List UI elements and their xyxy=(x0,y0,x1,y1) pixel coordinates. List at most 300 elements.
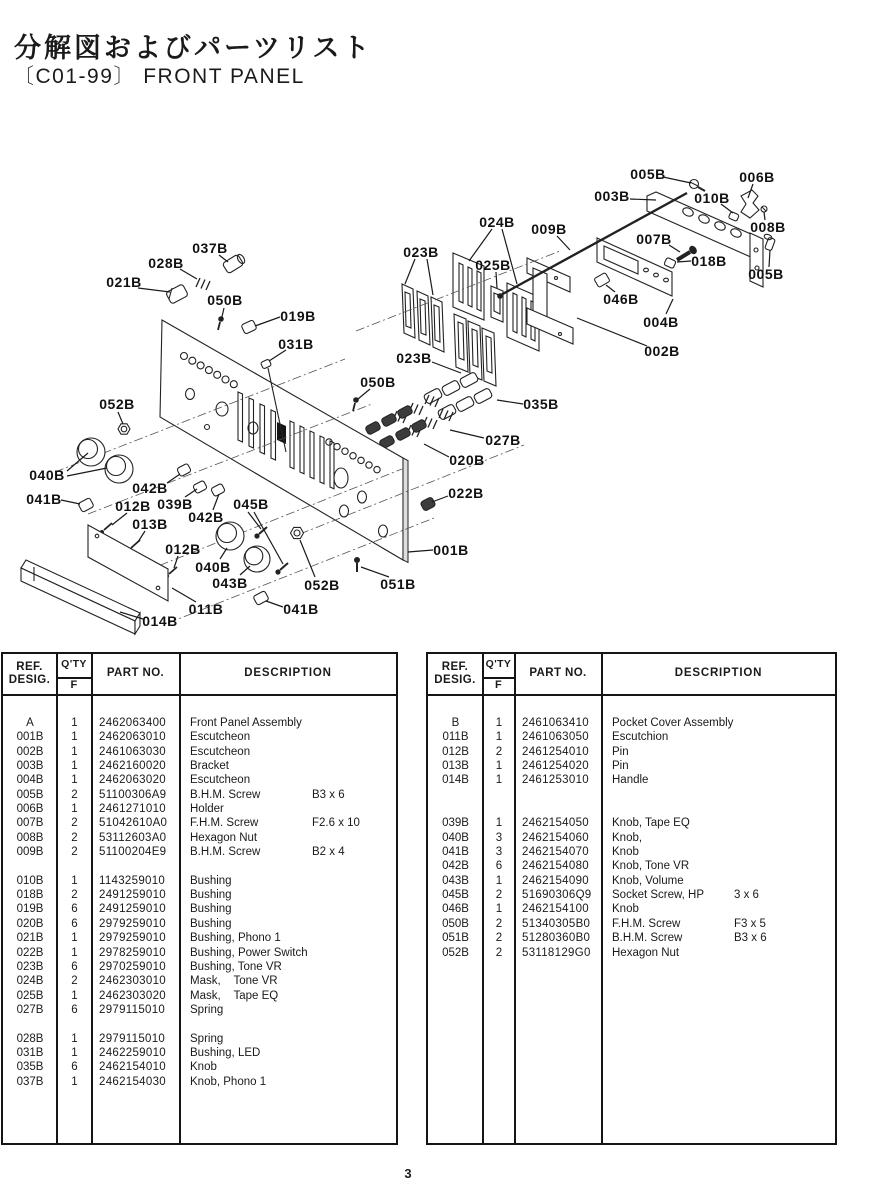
cell-qty: 3 xyxy=(495,846,503,859)
leader-line xyxy=(138,531,145,542)
cell-qty: 6 xyxy=(71,1061,78,1074)
cell-ref xyxy=(3,859,57,873)
part-label: 039B xyxy=(157,496,193,512)
cell-part: 2461063050 xyxy=(522,731,589,744)
header-part-no: PART NO. xyxy=(529,667,587,679)
leader-line xyxy=(138,288,170,292)
cell-qty: 3 xyxy=(495,831,503,844)
header-qty: Q'TY xyxy=(61,658,87,670)
table-row-blank xyxy=(3,859,396,873)
table-row xyxy=(428,730,835,744)
cell-desc: Front Panel Assembly xyxy=(190,717,302,729)
table-row xyxy=(428,902,835,916)
cell-part: 2462154050 xyxy=(522,817,589,830)
part-label: 005B xyxy=(748,266,784,282)
part-label: 013B xyxy=(132,516,168,532)
cell-qty: 2 xyxy=(71,975,78,988)
cell-ref: 037B xyxy=(16,1075,44,1088)
cell-desc xyxy=(180,1017,396,1031)
table-row-blank xyxy=(428,802,835,816)
cell-part: 2979115010 xyxy=(99,1003,166,1016)
table-row xyxy=(3,989,396,1003)
cell-part: 2462303010 xyxy=(99,975,166,988)
cell-ref: B xyxy=(451,717,460,729)
cell-desc: Hexagon Nut xyxy=(190,831,258,844)
table-row xyxy=(3,974,396,988)
table-row xyxy=(3,874,396,888)
cell-desc xyxy=(602,802,835,816)
cell-desc: Bushing xyxy=(190,889,232,902)
cell-ref: 035B xyxy=(16,1061,44,1074)
cell-part: 53112603A0 xyxy=(99,831,167,844)
spring-028B xyxy=(196,278,210,290)
leader-line xyxy=(432,496,448,502)
knob-046B xyxy=(594,272,610,287)
parts-table-body-right xyxy=(428,696,835,1143)
cell-part: 2462154090 xyxy=(522,874,589,887)
cell-ref xyxy=(3,1017,57,1031)
cell-desc: Knob, Phono 1 xyxy=(190,1075,267,1088)
cell-ref: 051B xyxy=(442,932,469,945)
cell-part: 51100306A9 xyxy=(99,788,167,801)
leader-line xyxy=(424,444,449,457)
nut-052B-left xyxy=(118,424,130,434)
cell-desc: F.H.M. Screw F3 x 5 xyxy=(612,917,766,930)
page-title: 分解図およびパーツリスト xyxy=(14,33,373,65)
leader-line xyxy=(167,474,180,483)
cell-desc: Knob xyxy=(190,1061,217,1074)
leader-line xyxy=(220,548,227,559)
table-row xyxy=(428,874,835,888)
part-label: 050B xyxy=(360,374,396,390)
table-row xyxy=(428,759,835,773)
cell-ref: 040B xyxy=(442,831,469,844)
knob-041B-left xyxy=(78,498,94,513)
cell-desc xyxy=(602,788,835,802)
table-header xyxy=(428,654,835,694)
cell-size: B3 x 6 xyxy=(312,788,345,801)
leader-line xyxy=(577,318,647,346)
cell-desc: Holder xyxy=(190,803,224,816)
cell-desc: Knob xyxy=(612,903,639,916)
cell-qty: 2 xyxy=(71,889,78,902)
cell-qty: 2 xyxy=(495,932,503,945)
cell-part: 2461063030 xyxy=(99,745,166,758)
part-label: 041B xyxy=(26,491,62,507)
cell-desc: Bushing, Phono 1 xyxy=(190,932,281,945)
cell-part: 2979259010 xyxy=(99,917,166,930)
cell-part: 2970259010 xyxy=(99,960,166,973)
nut-052B-center xyxy=(291,527,304,538)
cell-qty: 1 xyxy=(495,731,503,744)
part-label: 022B xyxy=(448,485,484,501)
cell-ref: 010B xyxy=(16,874,44,887)
leader-line xyxy=(358,389,370,399)
header-part-no: PART NO. xyxy=(106,667,165,679)
leader-line xyxy=(61,500,80,504)
header-ref: REF. DESIG. xyxy=(434,661,476,686)
part-label: 021B xyxy=(106,274,142,290)
cell-ref: 052B xyxy=(442,946,469,959)
part-label: 018B xyxy=(691,253,727,269)
table-row xyxy=(3,946,396,960)
cell-qty xyxy=(483,788,515,802)
leader-line xyxy=(174,556,178,568)
cell-desc: Socket Screw, HP 3 x 6 xyxy=(612,889,759,902)
table-row xyxy=(3,788,396,802)
cell-ref: 011B xyxy=(442,731,469,744)
bushing-019B xyxy=(241,320,257,335)
table-row xyxy=(428,831,835,845)
cell-ref: 043B xyxy=(442,874,469,887)
cell-desc: Escutcheon xyxy=(190,774,251,787)
cell-ref: 008B xyxy=(16,831,44,844)
cell-ref: 005B xyxy=(16,788,44,801)
part-label: 001B xyxy=(433,542,469,558)
cell-desc: Bushing xyxy=(190,903,232,916)
table-row xyxy=(3,716,396,730)
cell-part: 2979259010 xyxy=(99,932,166,945)
cell-qty: 1 xyxy=(71,932,78,945)
cell-desc: Escutcheon xyxy=(190,745,251,758)
cell-part: 2461254010 xyxy=(522,745,589,758)
cell-desc: Knob xyxy=(612,846,639,859)
cell-size: B2 x 4 xyxy=(312,846,345,859)
holder-006B xyxy=(741,190,759,218)
escutcheon-011B xyxy=(88,525,168,601)
table-row xyxy=(428,931,835,945)
part-label: 024B xyxy=(479,214,515,230)
mask-strips-upper-023B xyxy=(402,284,444,352)
cell-part: 51340305B0 xyxy=(522,917,591,930)
page-number: 3 xyxy=(404,1166,412,1181)
cell-part: 2462259010 xyxy=(99,1046,166,1059)
part-label: 043B xyxy=(212,575,248,591)
cell-desc: Knob, xyxy=(612,831,643,844)
part-label: 040B xyxy=(195,559,231,575)
cell-ref: 050B xyxy=(442,917,469,930)
cell-part: 1143259010 xyxy=(99,874,166,887)
table-row xyxy=(428,859,835,873)
cell-qty: 2 xyxy=(495,889,503,902)
leader-line xyxy=(67,468,107,476)
leader-line xyxy=(557,236,570,250)
cell-ref: 006B xyxy=(16,803,44,816)
table-row xyxy=(428,716,835,730)
cell-ref: 028B xyxy=(16,1032,44,1045)
cell-desc: Knob, Volume xyxy=(612,874,684,887)
cell-part: 53118129G0 xyxy=(522,946,591,959)
table-row xyxy=(3,1075,396,1089)
cell-desc: Pin xyxy=(612,745,629,758)
cell-desc: B.H.M. Screw B3 x 6 xyxy=(612,932,767,945)
part-label: 010B xyxy=(694,190,730,206)
cell-part: 2462063010 xyxy=(99,731,166,744)
table-row xyxy=(3,816,396,830)
part-label: 042B xyxy=(188,509,224,525)
cell-desc: Escutchion xyxy=(612,731,669,744)
cell-ref: 014B xyxy=(442,774,469,787)
cell-part: 2978259010 xyxy=(99,946,166,959)
part-label: 023B xyxy=(403,244,439,260)
cell-part: 2462154080 xyxy=(522,860,589,873)
cell-part: 51042610A0 xyxy=(99,817,168,830)
cell-size: F3 x 5 xyxy=(734,917,766,930)
table-row xyxy=(428,816,835,830)
cell-ref: 024B xyxy=(16,975,44,988)
cell-desc: Mask, Tone VR xyxy=(190,975,278,988)
cell-ref: 003B xyxy=(16,760,44,773)
screw-050B-center xyxy=(353,397,359,411)
cell-part: 2462154010 xyxy=(99,1061,166,1074)
cell-ref: 020B xyxy=(16,917,44,930)
cell-ref: 027B xyxy=(16,1003,44,1016)
part-label: 042B xyxy=(132,480,168,496)
part-label: 023B xyxy=(396,350,432,366)
cell-qty: 1 xyxy=(71,946,78,959)
cell-part: 2462154070 xyxy=(522,846,589,859)
cell-qty: 1 xyxy=(495,774,503,787)
cell-qty: 1 xyxy=(495,760,503,773)
cell-qty: 1 xyxy=(71,1075,78,1088)
cell-qty: 1 xyxy=(495,903,503,916)
leader-line xyxy=(240,566,250,575)
table-row xyxy=(428,917,835,931)
cell-desc: B.H.M. Screw B3 x 6 xyxy=(190,788,345,801)
cell-qty xyxy=(57,1017,92,1031)
table-row xyxy=(3,759,396,773)
cell-qty: 1 xyxy=(71,745,78,758)
leader-line xyxy=(497,400,523,404)
part-label: 004B xyxy=(643,314,679,330)
cell-ref: 042B xyxy=(442,860,469,873)
table-row xyxy=(3,888,396,902)
cell-ref: 031B xyxy=(16,1046,44,1059)
leader-line xyxy=(408,550,433,552)
part-label: 031B xyxy=(278,336,314,352)
table-row xyxy=(3,831,396,845)
cell-qty: 2 xyxy=(495,946,503,959)
part-label: 050B xyxy=(207,292,243,308)
part-label: 046B xyxy=(603,291,639,307)
knob-041B-right xyxy=(253,591,269,606)
cell-ref: 001B xyxy=(16,731,44,744)
part-label: 012B xyxy=(165,541,201,557)
table-row xyxy=(428,845,835,859)
header-qty-sub: F xyxy=(70,679,78,691)
part-label: 025B xyxy=(475,257,511,273)
leader-line xyxy=(677,261,691,262)
cell-desc: Bushing, Tone VR xyxy=(190,960,282,973)
cell-desc: Pin xyxy=(612,760,629,773)
cell-desc: Bracket xyxy=(190,760,229,773)
table-row xyxy=(3,745,396,759)
cell-ref: 012B xyxy=(442,745,469,758)
cell-qty: 1 xyxy=(495,817,503,830)
leader-line xyxy=(427,259,433,295)
cell-qty: 1 xyxy=(71,774,78,787)
cell-desc xyxy=(180,859,396,873)
table-row-blank xyxy=(3,1017,396,1031)
part-label: 014B xyxy=(142,613,178,629)
part-label: 028B xyxy=(148,255,184,271)
part-label: 045B xyxy=(233,496,269,512)
table-row xyxy=(3,960,396,974)
cell-desc: Escutcheon xyxy=(190,731,251,744)
cell-part: 2462154060 xyxy=(522,831,589,844)
screw-005B-right xyxy=(763,233,775,250)
cell-desc: Handle xyxy=(612,774,649,787)
cell-part: 2462154030 xyxy=(99,1075,166,1088)
leader-line xyxy=(450,430,484,438)
part-label: 011B xyxy=(188,601,224,617)
part-label: 020B xyxy=(449,452,485,468)
cell-qty: 1 xyxy=(71,803,78,816)
part-label: 040B xyxy=(29,467,65,483)
cell-qty: 1 xyxy=(71,731,78,744)
leader-line xyxy=(666,299,673,314)
leader-line xyxy=(405,259,415,284)
bushing-022B xyxy=(420,497,436,512)
header-ref: REF. DESIG. xyxy=(8,661,51,686)
cell-part: 2462160020 xyxy=(99,760,166,773)
screw-050B-left xyxy=(218,316,224,330)
screw-008B xyxy=(761,206,767,212)
table-row xyxy=(3,931,396,945)
header-qty: Q'TY xyxy=(485,658,512,670)
cell-ref: 045B xyxy=(442,889,469,902)
part-label: 037B xyxy=(192,240,228,256)
small-knobs-042B-039B xyxy=(177,463,226,497)
cell-part: 2462063020 xyxy=(99,774,166,787)
cell-qty: 1 xyxy=(495,874,503,887)
part-label: 002B xyxy=(644,343,680,359)
cell-desc: Bushing xyxy=(190,917,232,930)
cell-qty: 6 xyxy=(71,917,78,930)
leader-line xyxy=(300,540,315,577)
leader-line xyxy=(172,588,196,602)
cell-qty: 2 xyxy=(495,745,503,758)
parts-table-left xyxy=(1,652,398,1145)
cell-qty: 2 xyxy=(71,788,78,801)
cell-desc: Spring xyxy=(190,1003,224,1016)
cell-part: 51690306Q9 xyxy=(522,889,592,902)
cell-size: F2.6 x 10 xyxy=(312,817,360,830)
cell-qty: 1 xyxy=(71,760,78,773)
cell-desc: B.H.M. Screw B2 x 4 xyxy=(190,846,345,859)
cell-ref: 004B xyxy=(16,774,44,787)
table-row xyxy=(428,946,835,960)
cell-ref: 039B xyxy=(442,817,469,830)
leader-line xyxy=(118,412,123,424)
parts-table-body-left xyxy=(3,696,396,1143)
cell-ref: 025B xyxy=(16,989,44,1002)
leader-line xyxy=(255,317,280,326)
cell-ref: 009B xyxy=(16,846,44,859)
cell-part xyxy=(515,802,602,816)
table-row xyxy=(3,845,396,859)
cell-qty: 6 xyxy=(495,860,503,873)
part-label: 035B xyxy=(523,396,559,412)
table-row xyxy=(3,902,396,916)
cell-part xyxy=(92,1017,180,1031)
cell-desc: Bushing, Power Switch xyxy=(190,946,308,959)
cell-part: 2461063410 xyxy=(522,717,589,729)
cell-qty: 1 xyxy=(71,1046,78,1059)
cell-part: 2462303020 xyxy=(99,989,166,1002)
cell-part: 2491259010 xyxy=(99,889,166,902)
cell-desc: F.H.M. Screw F2.6 x 10 xyxy=(190,817,360,830)
header-description: DESCRIPTION xyxy=(674,667,763,679)
cell-ref: 018B xyxy=(16,889,44,902)
knob-040B-volume xyxy=(216,522,244,550)
cell-ref: 046B xyxy=(442,903,469,916)
part-label: 051B xyxy=(380,576,416,592)
leader-line xyxy=(266,601,283,607)
table-row xyxy=(3,1003,396,1017)
cell-desc: Knob, Tone VR xyxy=(612,860,690,873)
cell-ref: 022B xyxy=(16,946,44,959)
screw-051B xyxy=(354,557,360,572)
cell-desc: Mask, Tape EQ xyxy=(190,989,279,1002)
cell-ref xyxy=(428,788,483,802)
parts-table-right xyxy=(426,652,837,1145)
part-label: 019B xyxy=(280,308,316,324)
cell-qty: 2 xyxy=(71,817,78,830)
table-row xyxy=(3,730,396,744)
part-label: 052B xyxy=(304,577,340,593)
cell-desc: Knob, Tape EQ xyxy=(612,817,690,830)
part-label: 006B xyxy=(739,169,775,185)
cell-qty: 1 xyxy=(71,717,78,729)
part-label: 003B xyxy=(594,188,630,204)
cell-part: 51100204E9 xyxy=(99,846,167,859)
cell-ref: 021B xyxy=(16,932,44,945)
part-label: 027B xyxy=(485,432,521,448)
leader-line xyxy=(663,177,691,183)
cell-part: 2491259010 xyxy=(99,903,166,916)
cell-part: 2461253010 xyxy=(522,774,589,787)
cell-part: 2462154100 xyxy=(522,903,589,916)
cell-desc: Hexagon Nut xyxy=(612,946,680,959)
cell-desc: Pocket Cover Assembly xyxy=(612,717,734,729)
cell-desc: Bushing, LED xyxy=(190,1046,261,1059)
cell-ref: 007B xyxy=(16,817,44,830)
cell-qty: 6 xyxy=(71,903,78,916)
table-row-blank xyxy=(428,788,835,802)
cell-desc: Bushing xyxy=(190,874,232,887)
bushing-021B xyxy=(166,284,189,304)
table-row xyxy=(428,888,835,902)
table-row xyxy=(3,1032,396,1046)
cell-ref: 041B xyxy=(442,846,469,859)
cell-qty: 1 xyxy=(71,1032,78,1045)
table-row xyxy=(428,773,835,787)
cell-ref xyxy=(428,802,483,816)
table-row xyxy=(3,1046,396,1060)
table-header xyxy=(3,654,396,694)
mask-strip-025B xyxy=(491,286,503,322)
cell-size: 3 x 6 xyxy=(734,889,759,902)
cell-ref: 013B xyxy=(442,760,469,773)
cell-qty xyxy=(483,802,515,816)
cell-part: 2979115010 xyxy=(99,1032,166,1045)
cell-qty: 6 xyxy=(71,960,78,973)
table-row xyxy=(428,745,835,759)
table-row xyxy=(3,917,396,931)
cell-ref: 002B xyxy=(16,745,44,758)
table-row xyxy=(3,1060,396,1074)
